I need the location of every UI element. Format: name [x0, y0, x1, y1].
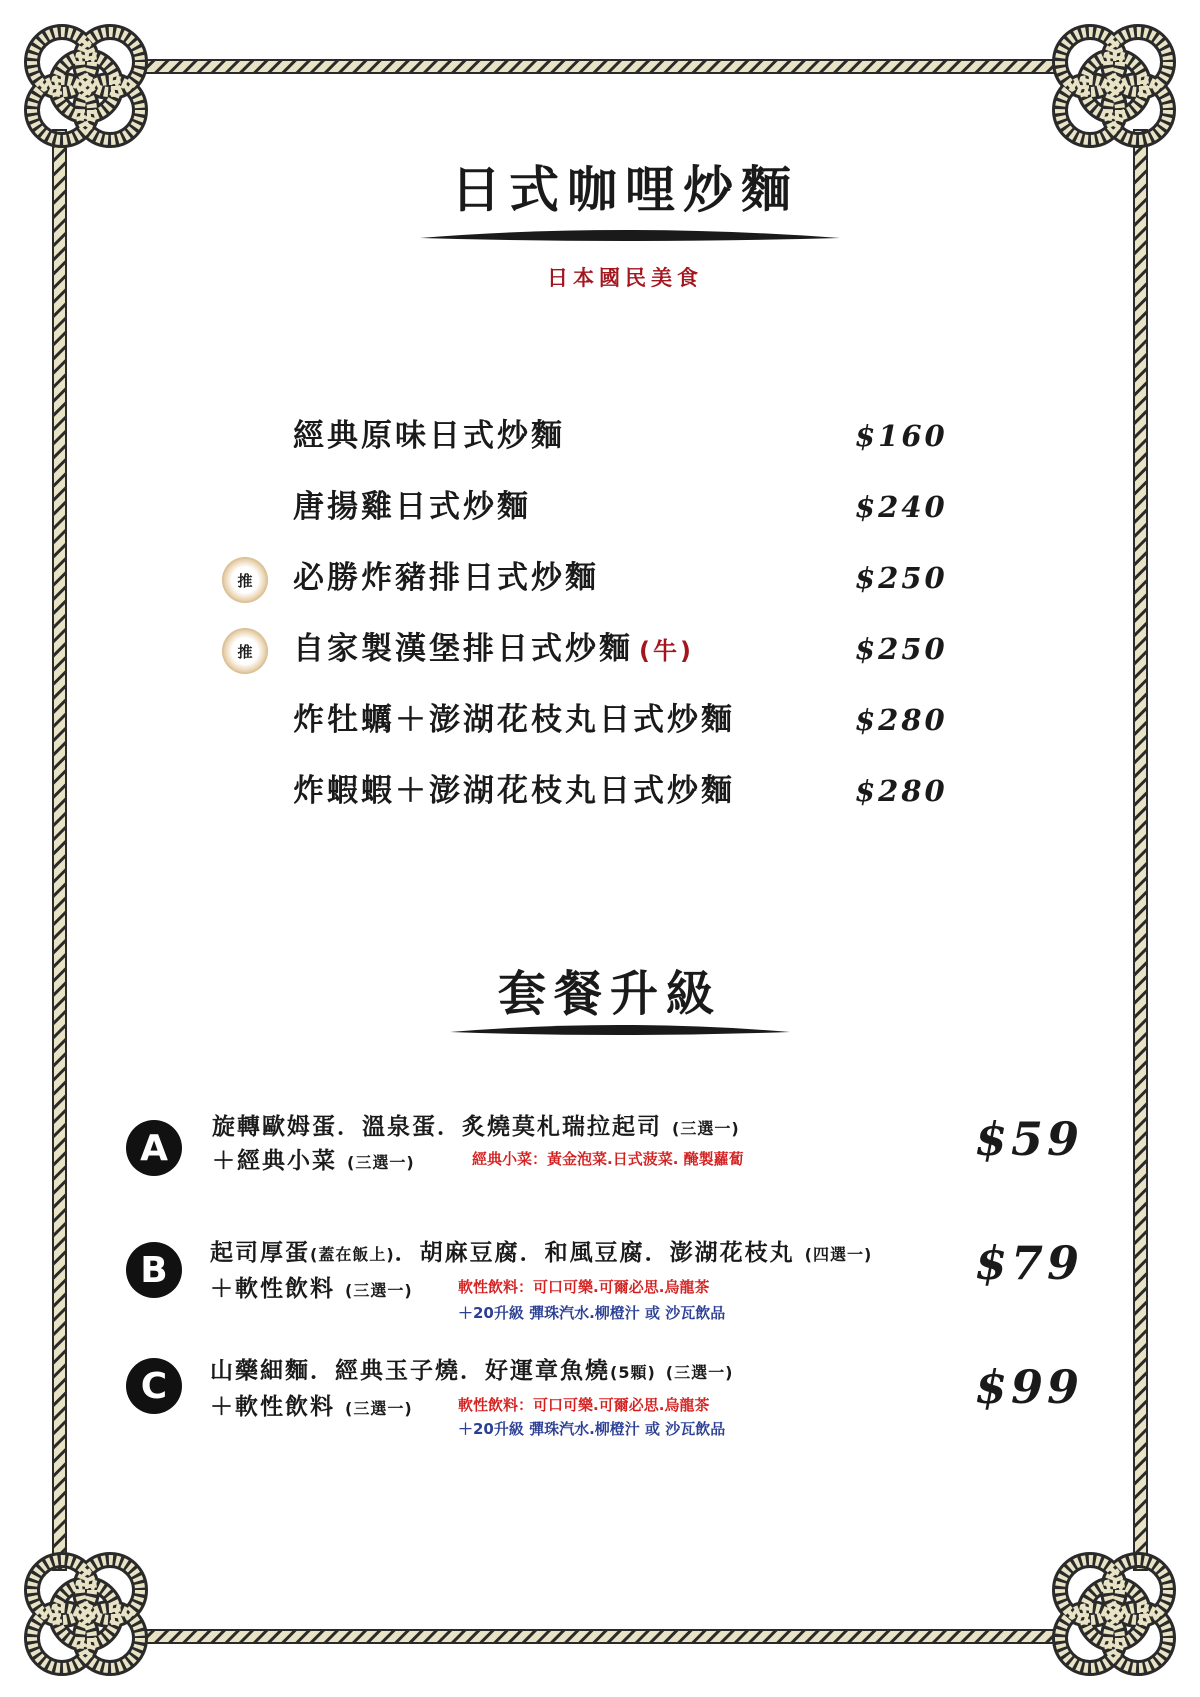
- recommend-badge-icon: 推: [222, 557, 268, 603]
- menu-item-price: $250: [855, 632, 948, 666]
- menu-item-name: 必勝炸豬排日式炒麵: [293, 560, 599, 596]
- set-price: $99: [975, 1360, 1084, 1414]
- drink-note: 軟性飲料：可口可樂.可爾必思.烏龍茶: [458, 1278, 710, 1296]
- set-line2: ＋軟性飲料 (三選一): [210, 1276, 413, 1302]
- menu-item-price: $280: [855, 774, 948, 808]
- drink-note: 軟性飲料：可口可樂.可爾必思.烏龍茶: [458, 1396, 710, 1414]
- set-line1: 山藥細麵．經典玉子燒．好運章魚燒(5顆) (三選一): [210, 1358, 734, 1384]
- set-letter-badge: A: [126, 1120, 182, 1176]
- upgrade-note: ＋20升級 彈珠汽水.柳橙汁 或 沙瓦飲品: [458, 1304, 726, 1322]
- set-upgrade-title: 套餐升級: [497, 966, 722, 1022]
- recommend-badge-icon: 推: [222, 628, 268, 674]
- side-dish-note: 經典小菜：黃金泡菜.日式菠菜. 醃製蘿蔔: [472, 1150, 744, 1168]
- menu-item-name: 唐揚雞日式炒麵: [293, 489, 531, 525]
- set-letter-badge: B: [126, 1242, 182, 1298]
- menu-item-name-with-tag: [293, 625, 694, 673]
- beef-tag: (牛): [639, 637, 694, 665]
- menu-item-price: $250: [855, 561, 948, 595]
- menu-item-name: 炸蝦蝦＋澎湖花枝丸日式炒麵: [293, 773, 735, 809]
- set-line1: 起司厚蛋(蓋在飯上)．胡麻豆腐．和風豆腐．澎湖花枝丸 (四選一): [210, 1240, 873, 1266]
- set-line1: 旋轉歐姆蛋．溫泉蛋．炙燒莫札瑞拉起司 (三選一): [212, 1114, 740, 1140]
- title-underline: [420, 230, 840, 241]
- page-title: 日式咖哩炒麵: [451, 160, 799, 219]
- menu-item-price: $280: [855, 703, 948, 737]
- menu-item-name: 自家製漢堡排日式炒麵: [293, 631, 633, 667]
- set-line2: ＋軟性飲料 (三選一): [210, 1394, 413, 1420]
- menu-item-price: $160: [855, 419, 948, 453]
- section-underline: [450, 1025, 790, 1035]
- set-price: $59: [975, 1112, 1084, 1166]
- set-line2: ＋經典小菜 (三選一): [212, 1148, 415, 1174]
- set-price: $79: [975, 1236, 1084, 1290]
- set-letter-badge: C: [126, 1358, 182, 1414]
- menu-item-price: $240: [855, 490, 948, 524]
- page-subtitle: 日本國民美食: [547, 266, 703, 290]
- menu-item-name: 炸牡蠣＋澎湖花枝丸日式炒麵: [293, 702, 735, 738]
- upgrade-note: ＋20升級 彈珠汽水.柳橙汁 或 沙瓦飲品: [458, 1420, 726, 1438]
- menu-item-name: 經典原味日式炒麵: [293, 418, 565, 454]
